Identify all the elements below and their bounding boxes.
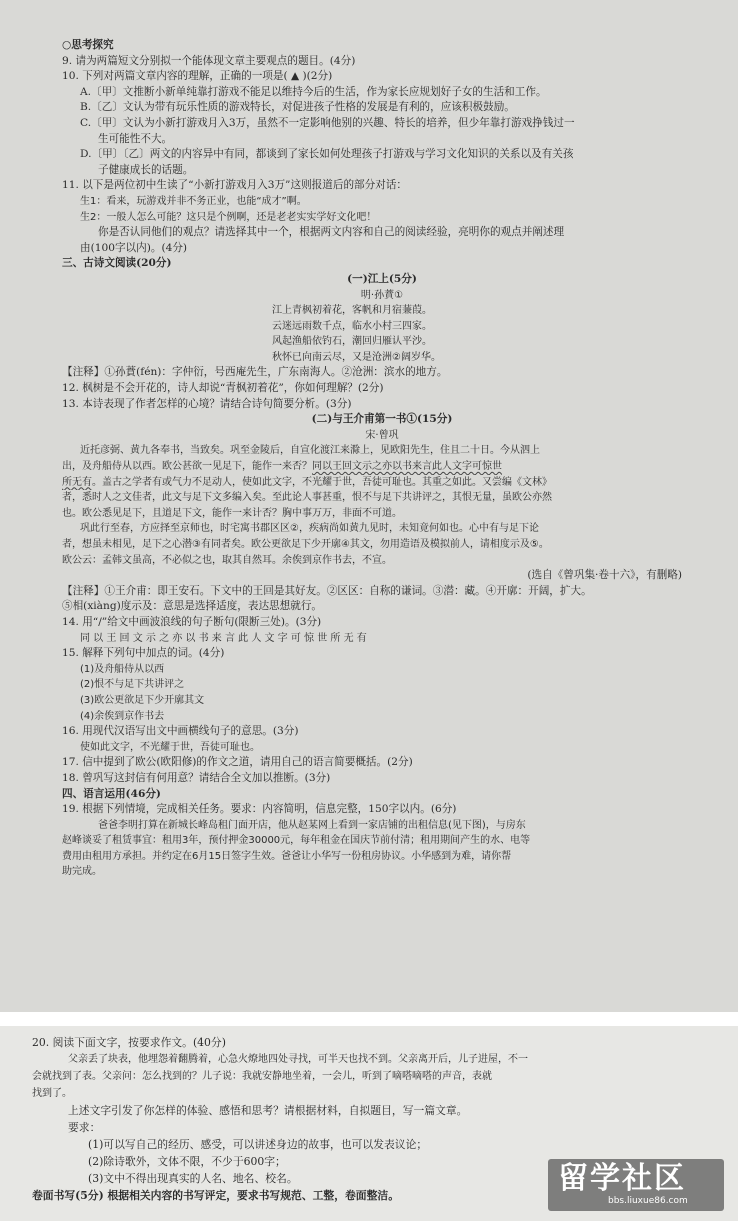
line-text: 生1：看来，玩游戏并非不务正业，也能“成才”啊。 [80, 195, 307, 207]
text-line [62, 116, 702, 132]
line-text: 江上青枫初着花，客帆和月宿蒹葭。 [272, 305, 432, 317]
line-text: 10. 下列对两篇文章内容的理解，正确的一项是( ▲ )(2分) [62, 70, 333, 83]
line-text: 赵峰谈妥了租赁事宜：租用3年，预付押金30000元，每年租金在国庆节前付清；租用期间产生的水、电等 [62, 835, 531, 847]
line-text: 9. 请为两篇短文分别拟一个能体现文章主要观点的题目。(4分) [62, 54, 356, 67]
line-text: 助完成。 [62, 866, 102, 878]
text-line [62, 802, 702, 818]
line-text: 云迷远雨数千点，临水小村三四家。 [272, 320, 432, 332]
line-text: 15. 解释下列句中加点的词。(4分) [62, 647, 225, 660]
line-text: 上述文字引发了你怎样的体验、感悟和思考？请根据材料，自拟题目，写一篇文章。 [68, 1104, 468, 1117]
text-line [32, 1119, 708, 1136]
text-line [62, 475, 702, 491]
text-line [32, 1034, 708, 1051]
line-text: 子健康成长的话题。 [98, 163, 194, 176]
line-text: 由(100字以内)。(4分) [80, 241, 188, 254]
text-line [62, 319, 702, 335]
line-text: 同 以 王 回 文 示 之 亦 以 书 来 言 此 人 文 字 可 惊 世 所 无 有 [80, 632, 367, 644]
text-line [62, 288, 702, 304]
text-line [62, 459, 702, 475]
line-text: 16. 用现代汉语写出文中画横线句子的意思。(3分) [62, 725, 299, 738]
line-text: 使如此文字，不光耀于世，吾徒可耻也。 [80, 741, 260, 753]
text-line [32, 1102, 708, 1119]
line-text: 17. 信中提到了欧公(欧阳修)的作文之道，请用自己的语言简要概括。(2分) [62, 756, 413, 769]
text-line [62, 833, 702, 849]
text-line [62, 631, 702, 647]
line-text: 生2：一般人怎么可能？这只是个例啊，还是老老实实学好文化吧！ [80, 211, 377, 223]
line-text: (3)欧公更欲足下少开廓其文 [80, 694, 205, 706]
line-text: 找到了。 [32, 1088, 72, 1099]
marked-text: 同以王回文示之亦以书来言此人文字可惊世 [312, 461, 502, 473]
line-text: 14. 用“/”给文中画波浪线的句子断句(限断三处)。(3分) [62, 615, 322, 628]
text-line [62, 397, 702, 413]
line-text: 18. 曾巩写这封信有何用意？请结合全文加以推断。(3分) [62, 771, 331, 784]
watermark-url: bbs.liuxue86.com [608, 1196, 688, 1206]
line-text: (一)江上(5分) [347, 272, 417, 285]
text-line [62, 724, 702, 740]
text-line [62, 334, 702, 350]
text-line [32, 1136, 708, 1153]
line-text: (3)文中不得出现真实的人名、地名、校名。 [88, 1172, 298, 1185]
text-line [62, 709, 702, 725]
text-line [62, 599, 702, 615]
text-line [62, 771, 702, 787]
line-text: 要求： [68, 1121, 101, 1134]
text-line [62, 303, 702, 319]
line-text: 者，想虽未相见，足下之心潜③有同者矣。欧公更欲足下少开廓④其文，勿用造语及模拟前人，请相度示及⑤。 [62, 539, 549, 550]
text-line [62, 428, 702, 444]
text-line [62, 350, 702, 366]
line-text: 父亲丢了块表，他埋怨着翻腾着，心急火燎地四处寻找，可半天也找不到。父亲离开后，儿子进屋，不一 [68, 1054, 528, 1065]
line-text: ⑤相(xiàng)度示及：意思是选择适度，表达思想就行。 [62, 600, 323, 613]
line-text: 费用由租用方承担。并约定在6月15日签字生效。爸爸让小华写一份租房协议。小华感到为难，请你帮 [62, 850, 512, 862]
text-line [62, 69, 702, 85]
text-line [62, 662, 702, 678]
line-text: (4)余俟到京作书去 [80, 710, 165, 722]
line-text: (二)与王介甫第一书①(15分) [311, 413, 453, 426]
text-line [62, 615, 702, 631]
text-line [62, 568, 702, 584]
text-line [62, 100, 702, 116]
line-text: 爸爸李明打算在新城长峰岛租门面开店，他从赵某网上看到一家店铺的出租信息(见下图)，与房东 [98, 819, 526, 831]
line-text: D.〔甲〕〔乙〕两文的内容异中有同，都谈到了家长如何处理孩子打游戏与学习文化知识的关系以及有关孩 [80, 148, 574, 161]
line-text: 你是否认同他们的观点？请选择其中一个，根据两文内容和自己的阅读经验，亮明你的观点并阐述理 [98, 226, 565, 239]
marked-text: 所无有 [62, 476, 92, 488]
line-text: (2)除诗歌外，文体不限，不少于600字； [88, 1155, 286, 1168]
text-line [62, 163, 702, 179]
text-line [62, 693, 702, 709]
text-line [62, 210, 702, 226]
text-line [62, 241, 702, 257]
text-line [62, 677, 702, 693]
text-line [62, 490, 702, 506]
text-line [62, 818, 702, 834]
line-text: 三、古诗文阅读(20分) [62, 257, 172, 270]
text-line [62, 132, 702, 148]
text-line [62, 864, 702, 880]
text-line [62, 584, 702, 600]
line-text: 巩此行至春，方应择至京师也，时宅寓书郡区区②，疾病尚如黄九见时，未知竟何如也。心中有与足下论 [80, 523, 539, 535]
text-line [62, 194, 702, 210]
line-text: B.〔乙〕文认为带有玩乐性质的游戏特长，对促进孩子性格的发展是有利的，应该积极鼓励。 [80, 101, 515, 114]
line-text: 13. 本诗表现了作者怎样的心境？请结合诗句简要分析。(3分) [62, 397, 352, 410]
line-text: 也。欧公悉见足下，且道足下文，能作一来计否？胸中事万万，非面不可道。 [62, 507, 402, 519]
text-line [62, 272, 702, 288]
line-text: 出，及舟船侍从以西。欧公甚欲一见足下，能作一来否？ [62, 461, 312, 473]
text-line [62, 787, 702, 803]
text-line [62, 443, 702, 459]
text-line [62, 85, 702, 101]
line-text: 卷面书写(5分) 根据相关内容的书写评定，要求书写规范、工整，卷面整洁。 [32, 1189, 399, 1202]
line-text: (2)恨不与足下共讲评之 [80, 679, 185, 691]
text-line [62, 256, 702, 272]
watermark-logo [548, 1159, 724, 1211]
line-text: 近托彦弼、黄九各奉书，当致矣。巩至金陵后，自宣化渡江来滁上，见欧阳先生，住且二十日。今从泗上 [80, 445, 540, 457]
text-line [32, 1085, 708, 1102]
text-line [62, 553, 702, 569]
line-text: C.〔甲〕文认为小新打游戏月入3万，虽然不一定影响他别的兴趣、特长的培养，但少年靠打游戏挣钱过一 [80, 116, 575, 129]
text-line [62, 178, 702, 194]
line-text: 会就找到了表。父亲问：怎么找到的？儿子说：我就安静地坐着，一会儿，听到了嘀嗒嘀嗒的声音，表就 [32, 1071, 492, 1082]
line-text: 者，悉时人之文佳者，此文与足下文多编入矣。至此论人事甚重，恨不与足下共讲评之，其恨无量，虽欧公亦然 [62, 492, 552, 504]
line-text: 生可能性不大。 [98, 132, 173, 145]
line-text: ○思考探究 [62, 39, 114, 51]
text-line [62, 225, 702, 241]
line-text: 11. 以下是两位初中生读了“小新打游戏月入3万”这则报道后的部分对话： [62, 179, 408, 192]
text-line [62, 381, 702, 397]
line-text: 秋怀已向南云尽，又是沧洲②阔岁华。 [272, 351, 441, 363]
line-text: 12. 枫树是不会开花的，诗人却说“青枫初着花”，你如何理解？(2分) [62, 382, 384, 395]
line-text: 。盖古之学者有或气力不足动人，使如此文字，不光耀于世，吾徒可耻也。其重之如此。又尝编《文林》 [92, 476, 552, 488]
line-text: 风起渔船依钓石，潮回归雁认平沙。 [272, 336, 432, 348]
line-text: 欧公云：孟韩文虽高，不必似之也，取其自然耳。余俟到京作书去，不宣。 [62, 554, 392, 566]
line-text: 【注释】①孙蕡(fén)：字仲衍，号西庵先生，广东南海人。②沧洲：滨水的地方。 [62, 366, 448, 379]
line-text: 【注释】①王介甫：即王安石。下文中的王回是其好友。②区区：自称的谦词。③潜：藏。④开廓：开阔，扩大。 [62, 584, 592, 597]
line-text: A.〔甲〕文推断小新单纯靠打游戏不能足以维持今后的生活，作为家长应规划好子女的生活和工作。 [80, 85, 547, 98]
text-line [62, 38, 702, 54]
line-text: (选自《曾巩集·卷十六》，有删略) [527, 569, 682, 582]
text-line [62, 54, 702, 70]
line-text: (1)可以写自己的经历、感受，可以讲述身边的故事，也可以发表议论； [88, 1138, 428, 1151]
text-line [32, 1068, 708, 1085]
line-text: 明·孙蕡① [360, 289, 404, 301]
watermark-text: 留学社区 [558, 1161, 686, 1196]
text-line [62, 506, 702, 522]
text-line [62, 740, 702, 756]
text-line [32, 1051, 708, 1068]
line-text: 20. 阅读下面文字，按要求作文。(40分) [32, 1036, 226, 1049]
exam-page-bottom [0, 1026, 738, 1221]
line-text: 19. 根据下列情境，完成相关任务。要求：内容简明，信息完整，150字以内。(6分) [62, 803, 457, 816]
text-line [62, 755, 702, 771]
text-line [62, 521, 702, 537]
text-line [62, 849, 702, 865]
text-line [62, 646, 702, 662]
text-line [62, 537, 702, 553]
text-line [62, 365, 702, 381]
line-text: 四、语言运用(46分) [62, 787, 161, 800]
line-text: 宋·曾巩 [365, 429, 399, 441]
line-text: (1)及舟船侍从以西 [80, 663, 165, 675]
text-line [62, 147, 702, 163]
text-line [62, 412, 702, 428]
